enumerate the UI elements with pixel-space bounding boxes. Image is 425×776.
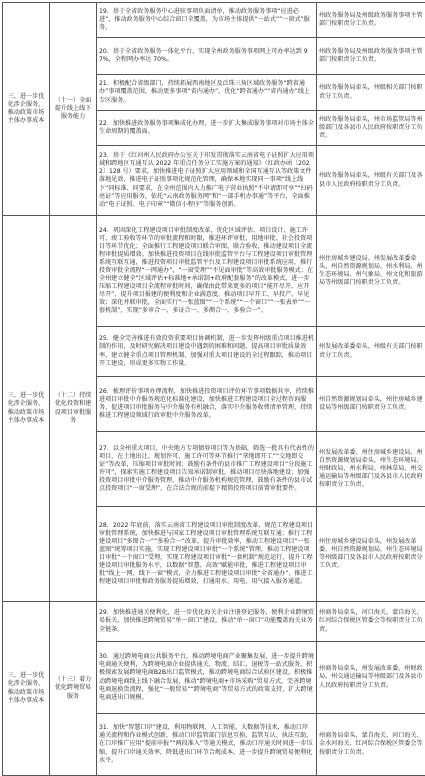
- task-text-cell: 31．加快“智慧口岸”建设，利用物联网、人工智能、大数据等技术，推动口岸通关流程和作业模式创新，推动口岸监管部门信息互换、监管互认、执法互助，在口岸推广应用“提前申报”“两段准入”等通关模式，推动口岸通关时间进一步压缩，提升口岸通关效率，降低进出口环节合规成本，进一步提升跨境贸易便利化水平。: [97, 714, 317, 776]
- table-row: [3, 602, 425, 642]
- task-text-cell: 26．梳理评价事项办理流程，加快推进投资项目评价环节事项数据共享，持续推进项目审批中介服务规范化标准化建设，加快推进工程建设项目全过程咨询服务，促进项目审批服务与中介服务有机融合，落实中介服务收费清单管理，持续推进工程建设领域行政审批中介服务改革。: [97, 377, 317, 432]
- responsible-dept-cell: 州住房城乡建设局、州发展改革委牵头，州自然资源规划局、州水利局、州生态环境局、州气象局、州文化和旅游局等州级部门按职责分工负责。: [317, 216, 425, 327]
- section-title-cell: 三、进一步优化涉企服务，推动政策市场主体办事成本: [3, 216, 50, 602]
- responsible-dept-cell: 州商务局牵头，河口海关、蒙自海关、红河综合保税区管委会等按职责分工负责。: [317, 602, 425, 642]
- responsible-dept-cell: 州政务服务局及州级政务服务事项主管部门按职责分工负责。: [317, 38, 425, 75]
- responsible-dept-cell: 州发展改革委、州住房城乡建设局、州自然资源规划局牵头，州生态环境局、州财政局、州水利局、州林草局、州交通运输局等州级部门及各县市人民政府按职责分工负责。: [317, 432, 425, 507]
- group-title-cell: （十二）持续优化投资和建设项目审批服务: [50, 216, 97, 602]
- group-title-cell: （十三）着力优化跨境贸易服务: [50, 602, 97, 776]
- responsible-dept-cell: 州政务服务局牵头，州市场监管局等州级部门及各县市人民政府按职责分工负责。: [317, 111, 425, 146]
- task-text-cell: 29．加快推进通关便利化，进一步优化海关企业注册登记服务，便利企业跨境贸易报关，加快推进跨境贸易“单一窗口”建设，推动“单一窗口”功能覆盖海关业务全链条。: [97, 602, 317, 642]
- group-title-cell: （十一）全面提升线上线下服务能力: [50, 3, 97, 216]
- task-text-cell: 21．积极配合省级部门，持续拓展西南地区及泛珠三角区域政务服务“跨省通办”事项覆盖范围，推动更多事项“省内通办”，优化“跨省通办”“省内通办”线上专区服务。: [97, 75, 317, 111]
- task-text-cell: 23．基于《红河州人民政府办公室关于印发贯彻落实云南省电子证照扩大应用领域和跨地区互通互认 2022 年重点任务分工实施方案的通知》（红政办函〔2022〕128 号）要求，加快推进电子证照扩大应用领域和全国互通互认等政策文件落地见效，推进电子证照事项化规范化管理，确保本地实现同一事项“线上线下”同标准、同要求，在全州范围内大力推广电子营业执照“不申请即可享”“扫码亮证”等应用服务，依托“云南政务服务网”和“一部手机办事通”等平台，全面推动“电子证照、电子印章”“微信小程序”等服务创新。: [97, 146, 317, 216]
- task-text-cell: 30．通过跨境电商公共服务平台，推动跨境电商产业聚集发展，进一步提升跨境电商通关便利，为跨境电商企业提供通关、物流、结汇、退税等一站式服务，积极探索发展跨境电商B2B出口监管模式，推动跨境电商综合试验区建设，积极推动跨境电商线上线下融合发展，推动“跨境电商+市场采购”贸易方式，完善跨境电商退换货流程，强化“一般贸易”“跨境电商”等贸易方式的政策支持，扩大跨境电商进出口规模。: [97, 642, 317, 714]
- task-text-cell: 20．基于全省政务服务一体化平台，实现全州政务服务事项网上可办率达到 97%，全程网办率达 70%。: [97, 38, 317, 75]
- task-text-cell: 25．健全完善推进有效投资重要项目协调机制，进一步发挥州级重点项目推进机制的作用，及时研究解决项目建设中遇到的困难和问题，提高项目审批质量效率，建立健全重点项目管理机制，加强对重大项目建设的全过程跟踪，推动项目开工建设，形成更多实物工作量。: [97, 327, 317, 377]
- responsible-dept-cell: 州自然资源规划局牵头，州住房城乡建设局等州级部门按职责分工负责。: [317, 377, 425, 432]
- task-text-cell: 28．2022 年底前，落实云南省工程建设项目审批制度改革，规范工程建设项目审批管理系统，加快推进与国家工程建设项目审批管理系统互联互通；推行工程建设项目“多图合一”“多验合一”改革，提升审批效率，推动工程建设项目“一张蓝图”统筹项目实施，实现工程建设项目审批“一个系统”管理，推动工程建设项目审批“一个窗口”受理，实现工程建设项目审批“一套机制”规范运行，提升工程建设项目审批服务水平，以数据“智慧、高效”赋能审批，推进工程建设项目审批“线上一网、线下一窗”模式，全力推进工程建设项目审批“全省通办”，推进工程建设项目审批和政务服务提质增效，打通用水、用电、用气接入服务通道。: [97, 507, 317, 602]
- task-text-cell: 22．加快推进政务服务事项集成化办理，进一步扩大集成服务事项对市场主体全生命周期的覆盖面。: [97, 111, 317, 146]
- task-text-cell: 24．巩固深化工程建设项目审批制度改革，优化区域评估、项目设计、施工许可、竣工验收等环节的审批流程和时限，推进环评审批、用地审批、社会投资项目等环节优化；全面推行工程建设项目联合审图、联合验收，推动建设项目全流程审批提质增效。加快推进投资项目在线审批监管平台与工程建设项目审批管理系统互联互通，推进投资项目审批监管平台及工程建设项目审批系统应用，推行投资审批全流程“一网通办”，“一窗受理”“不见面审批”等高效审批服务模式；在全州建立健全“区域评估+标准地+承诺制+政府配套服务”的改革模式，进一步压缩工程建设项目全流程审批时间，确保由此带来更多的项目“能开尽开、应开尽开”，提升项目报建的便利度和企业满意度，推动项目早开工、早投产、早见效；深化并联审批，全面实行“一张蓝图”“一个系统”“一个窗口”“一张表单”“一套机制”，实现“多审合一、多证合一、多测合一、多验合一”。: [97, 216, 317, 327]
- responsible-dept-cell: 州住房城乡建设局牵头，州发展改革委、州自然资源规划局、州生态环境局等州级部门及各县市人民政府按职责分工负责。: [317, 507, 425, 602]
- section-title-cell: 三、进一步优化涉企服务，推动政策市场主体办事成本: [3, 3, 50, 216]
- responsible-dept-cell: 州商务局牵头，州发展改革委、州财政局、州交通运输局等州级部门及各县市人民政府按职责分工负责。: [317, 642, 425, 714]
- table-row: [3, 216, 425, 327]
- responsible-dept-cell: 州发展改革委牵头，州级有关部门按职责分工负责。: [317, 327, 425, 377]
- table-row: [3, 3, 425, 38]
- task-text-cell: 19．基于全省政务服务中心进驻事项负面清单，推动政务服务事项“应进必进”，推动政务服务中心综合窗口全覆盖，为市场主体提供“一站式”“一窗式”服务。: [97, 3, 317, 38]
- responsible-dept-cell: 州商务局牵头，蒙自海关、河口海关、金水河海关、红河综合保税区管委会等按职责分工负责。: [317, 714, 425, 776]
- responsible-dept-cell: 州政务服务局牵头，州级有关部门及各县市人民政府按职责分工负责。: [317, 146, 425, 216]
- task-text-cell: 27．以全州重大项目、中央地方专项债券项目等为基础，筛选一批具有代表性的项目，在土地出让、规划许可、施工许可等环节推行“拿地即开工”“交地即交证”等改革，压缩项目审批时间；鼓励有条件的县市推广工程建设项目“分段施工许可”，探索实施工程建设项目告知承诺制审批，推动项目尽快落地建设；加强投资项目审批中介服务管理，推动中介服务机构规范管理，鼓励有条件的县市试点投资项目“一窗受理”，在合法合规的前提下精简投资项目前置审批要件。: [97, 432, 317, 507]
- task-table: [2, 2, 425, 776]
- section-title-cell: 三、进一步优化涉企服务，推动政策市场主体办事成本: [3, 602, 50, 776]
- task-table-body: [3, 3, 425, 776]
- responsible-dept-cell: 州政务服务局牵头，州级相关部门按职责分工负责。: [317, 75, 425, 111]
- responsible-dept-cell: 州政务服务局及州级政务服务事项主管部门按职责分工负责。: [317, 3, 425, 38]
